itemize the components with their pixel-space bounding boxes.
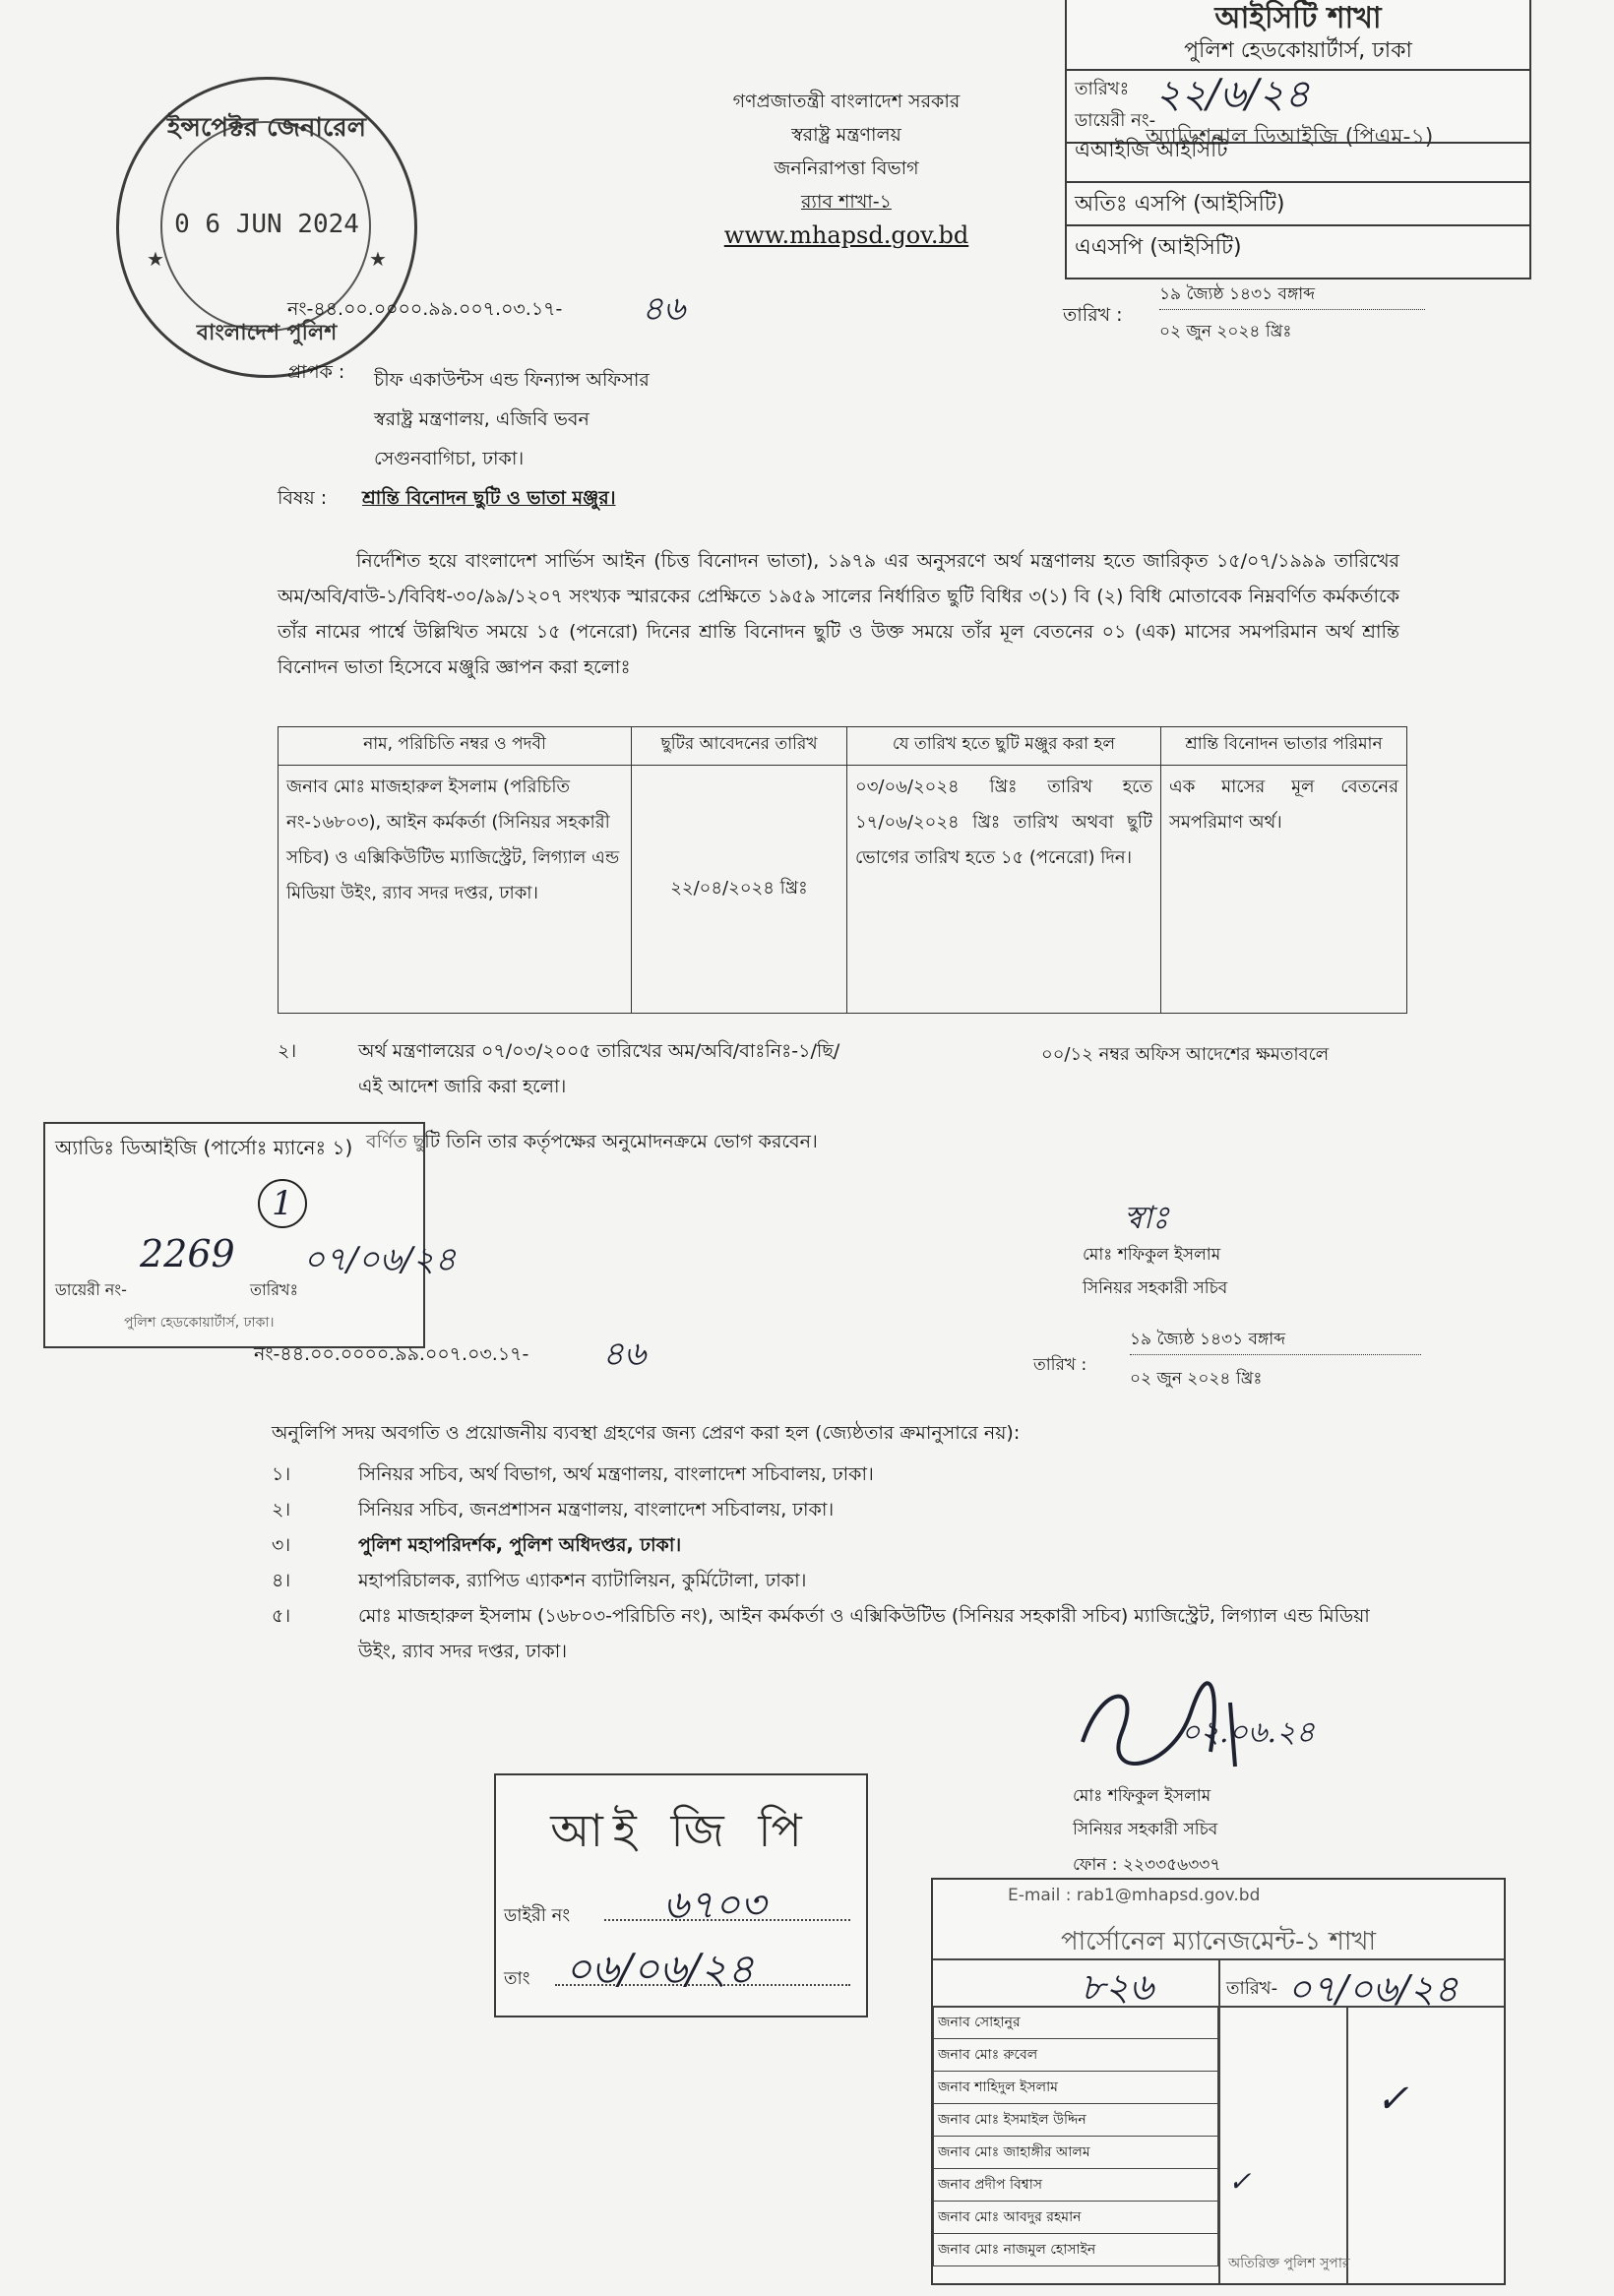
ict-stamp-title: আইসিটি শাখা (1214, 1, 1382, 35)
memo2-number-hand: ৪৬ (602, 1334, 647, 1374)
ict-stamp-row-line-3 (1067, 224, 1529, 226)
igp-stamp-diary-value: ৬৭০৩ (663, 1883, 767, 1928)
pm-stamp-officer: জনাব শাহিদুল ইসলাম (934, 2072, 1218, 2104)
subject-label: বিষয় : (278, 487, 328, 509)
table-row (934, 2234, 1218, 2266)
table-cell-allowance: এক মাসের মূল বেতনের সমপরিমাণ অর্থ। (1161, 766, 1407, 1014)
recipient-line-3: সেগুনবাগিচা, ঢাকা। (374, 448, 525, 469)
point-2-text-c: এই আদেশ জারি করা হলো। (358, 1076, 567, 1097)
list-item-number: ৫। (272, 1605, 291, 1627)
pm-stamp-title: পার্সোনেল ম্যানেজমেন্ট-১ শাখা (1060, 1927, 1377, 1956)
personnel-management-stamp (931, 1878, 1506, 2285)
table-row (934, 2104, 1218, 2137)
igp-stamp-date-value: ০৬/০৬/২৪ (565, 1945, 755, 1993)
signature-1-designation: সিনিয়র সহকারী সচিব (1083, 1278, 1228, 1298)
list-item-text: সিনিয়র সচিব, জনপ্রশাসন মন্ত্রণালয়, বাংলাদেশ সচিবালয়, ঢাকা। (358, 1499, 835, 1520)
list-item-text: মোঃ মাজহারুল ইসলাম (১৬৮০৩-পরিচিতি নং), আইন কর্মকর্তা ও এক্সিকিউটিভ (সিনিয়র সহকারী সচিব) ম্যাজিস্ট্রেট, লিগ্যাল এন্ড মিডিয়া উইং, র‍্যাব সদর দপ্তর, ঢাকা। (358, 1605, 1370, 1662)
memo2-date-label: তারিখ : (1033, 1355, 1087, 1375)
list-item-number: ৩। (272, 1534, 291, 1556)
seal-star-right: ★ (369, 247, 387, 271)
list-item (272, 1563, 1403, 1598)
body-paragraph: নির্দেশিত হয়ে বাংলাদেশ সার্ভিস আইন (চিত্ত বিনোদন ভাতা), ১৯৭৯ এর অনুসরণে অর্থ মন্ত্রণালয় হতে জারিকৃত ১৫/০৭/১৯৯৯ তারিখের অম/অবি/বাউ-১/বিবিধ-৩০/৯৯/১২০৭ সংখ্যক স্মারকের প্রেক্ষিতে ১৯৫৯ সালের নির্ধারিত ছুটি বিধির ৩(১) বি (২) বিধি মোতাবেক নিম্নবর্ণিত কর্মকর্তাকে তাঁর নামের পার্শ্বে উল্লিখিত সময়ে ১৫ (পনেরো) দিনের শ্রান্তি বিনোদন ছুটি ও উক্ত সময়ে তাঁর মূল বেতনের ০১ (এক) মাসের সমপরিমান অর্থ শ্রান্তি বিনোদন ভাতা হিসেবে মঞ্জুরি জ্ঞাপন করা হলোঃ (278, 550, 1399, 678)
igp-stamp-date-label: তাং (504, 1968, 530, 1989)
header-website: www.mhapsd.gov.bd (723, 221, 969, 249)
list-item-text: পুলিশ মহাপরিদর্শক, পুলিশ অধিদপ্তর, ঢাকা। (358, 1534, 682, 1556)
pm-stamp-officer: জনাব মোঃ ইসমাইল উদ্দিন (934, 2104, 1218, 2137)
addl-dig-stamp-footer: পুলিশ হেডকোয়ার্টার্স, ঢাকা। (124, 1315, 275, 1331)
copy-intro: অনুলিপি সদয় অবগতি ও প্রয়োজনীয় ব্যবস্থা গ্রহণের জন্য প্রেরণ করা হল (জ্যেষ্ঠতার ক্রমানুসারে নয়): (272, 1422, 1021, 1444)
recipient-line-2: স্বরাষ্ট্র মন্ত্রণালয়, এজিবি ভবন (374, 408, 590, 430)
recipient-label: প্রাপক : (287, 361, 345, 383)
list-item (272, 1492, 1403, 1527)
copy-list (272, 1457, 1403, 1669)
memo-date-english: ০২ জুন ২০২৪ খ্রিঃ (1159, 322, 1292, 341)
addl-dig-stamp-diary-value: 2269 (140, 1232, 235, 1275)
table-row (934, 2202, 1218, 2234)
pm-stamp-officer-list (933, 2006, 1218, 2266)
seal-bottom-text: বাংলাদেশ পুলিশ (196, 321, 338, 345)
signature-1-mark: স্বাঃ (1124, 1199, 1169, 1236)
seal-top-text: ইন্সপেক্টর জেনারেল (166, 113, 367, 143)
ict-stamp-subtitle: পুলিশ হেডকোয়ার্টার্স, ঢাকা (1184, 38, 1412, 63)
pm-stamp-officer: জনাব প্রদীপ বিশ্বাস (934, 2169, 1218, 2202)
table-header-cell: শ্রান্তি বিনোদন ভাতার পরিমান (1161, 727, 1407, 766)
header-line-2: স্বরাষ্ট্র মন্ত্রণালয় (791, 124, 901, 146)
memo-date-label: তারিখ : (1063, 304, 1123, 326)
pm-stamp-officer: জনাব মোঃ রুবেল (934, 2039, 1218, 2072)
table-cell-apply-date: ২২/০৪/২০২৪ খ্রিঃ (632, 766, 847, 1014)
pm-stamp-officer: জনাব মোঃ আবদুর রহমান (934, 2202, 1218, 2234)
igp-stamp-diary-label: ডাইরী নং (504, 1905, 571, 1926)
ict-branch-stamp (1065, 0, 1531, 279)
table-row (934, 2007, 1218, 2039)
pm-stamp-date-value: ০৭/০৬/২৪ (1287, 1967, 1459, 2011)
ict-stamp-row-2: এআইজি আইসিটি (1075, 138, 1228, 161)
table-cell-name: জনাব মোঃ মাজহারুল ইসলাম (পরিচিতি নং-১৬৮০৩), আইন কর্মকর্তা (সিনিয়র সহকারী সচিব) ও এক্সিকিউটিভ ম্যাজিস্ট্রেট, লিগ্যাল এন্ড মিডিয়া উইং, র‍্যাব সদর দপ্তর, ঢাকা। (279, 766, 632, 1014)
header-line-1: গণপ্রজাতন্ত্রী বাংলাদেশ সরকার (732, 91, 961, 112)
ict-stamp-date-label: তারিখঃ (1075, 79, 1130, 99)
memo-date-bangla: ১৯ জ্যৈষ্ঠ ১৪৩১ বঙ্গাব্দ (1159, 281, 1425, 310)
header-line-3: জননিরাপত্তা বিভাগ (774, 157, 919, 179)
list-item (272, 1457, 1403, 1492)
point-2-text-b: ০০/১২ নম্বর অফিস আদেশের ক্ষমতাবলে (1041, 1044, 1330, 1065)
signature-2-email: E-mail : rab1@mhapsd.gov.bd (1008, 1886, 1261, 1905)
list-item (272, 1598, 1403, 1669)
addl-dig-stamp-circled-number: 1 (258, 1179, 307, 1228)
point-3-text: বর্ণিত ছুটি তিনি তার কর্তৃপক্ষের অনুমোদনক্রমে ভোগ করবেন। (366, 1131, 818, 1152)
memo-number-label: নং-৪৪.০০.০০০০.৯৯.০০৭.০৩.১৭- (287, 298, 563, 320)
signature-2-name: মোঃ শফিকুল ইসলাম (1073, 1786, 1211, 1806)
letterhead (679, 85, 1014, 252)
pm-stamp-tick-mark: ✓ (1376, 2077, 1409, 2122)
memo2-date-english: ০২ জুন ২০২৪ খ্রিঃ (1130, 1369, 1263, 1389)
pm-stamp-footer: অতিরিক্ত পুলিশ সুপার (1228, 2256, 1350, 2271)
table-row (934, 2169, 1218, 2202)
signature-2-phone: ফোন : ২২৩৩৫৬৩৩৭ (1073, 1855, 1221, 1875)
signature-2-designation: সিনিয়র সহকারী সচিব (1073, 1820, 1218, 1839)
igp-stamp-title: আই জি পি (550, 1804, 812, 1857)
table-row (934, 2072, 1218, 2104)
list-item-number: ৪। (272, 1570, 291, 1591)
memo2-date-bangla: ১৯ জ্যৈষ্ঠ ১৪৩১ বঙ্গাব্দ (1130, 1327, 1421, 1355)
seal-star-left: ★ (147, 247, 164, 271)
ict-stamp-row-2-overlay: অ্যাডিশনাল ডিআইজি (পিএম-১) (1146, 125, 1434, 150)
ict-stamp-row-3: অতিঃ এসপি (আইসিটি) (1075, 192, 1285, 217)
table-row (279, 766, 1407, 1014)
list-item (272, 1527, 1403, 1563)
pm-stamp-officer: জনাব মোঃ নাজমুল হোসাইন (934, 2234, 1218, 2266)
addl-dig-stamp (43, 1122, 457, 1348)
ict-stamp-date-value: ২২/৬/২৪ (1155, 72, 1310, 117)
subject-text: শ্রান্তি বিনোদন ছুটি ও ভাতা মঞ্জুর। (362, 487, 616, 509)
point-2-text-a: অর্থ মন্ত্রণালয়ের ০৭/০৩/২০০৫ তারিখের অম/অবি/বাঃনিঃ-১/ছি/ (358, 1040, 840, 1062)
table-row (934, 2137, 1218, 2169)
signature-1-name: মোঃ শফিকুল ইসলাম (1083, 1245, 1221, 1265)
inspector-general-seal (116, 77, 417, 378)
header-line-4: র‍্যাব শাখা-১ (800, 191, 892, 213)
memo2-number-label: নং-৪৪.০০.০০০০.৯৯.০০৭.০৩.১৭- (254, 1343, 529, 1365)
list-item-number: ১। (272, 1463, 291, 1485)
pm-stamp-number: ৮২৬ (1081, 1965, 1154, 2009)
pm-stamp-officer: জনাব মোঃ জাহাঙ্গীর আলম (934, 2137, 1218, 2169)
list-item-text: মহাপরিচালক, র‍্যাপিড এ্যাকশন ব্যাটালিয়ন, কুর্মিটোলা, ঢাকা। (358, 1570, 807, 1591)
ict-stamp-diary-label: ডায়েরী নং- (1075, 110, 1156, 131)
table-row (934, 2039, 1218, 2072)
addl-dig-stamp-diary-label: ডায়েরী নং- (55, 1280, 127, 1299)
recipient-block (374, 360, 650, 478)
memo-number-hand: ৪৬ (642, 289, 686, 329)
list-item-text: সিনিয়র সচিব, অর্থ বিভাগ, অর্থ মন্ত্রণালয়, বাংলাদেশ সচিবালয়, ঢাকা। (358, 1463, 874, 1485)
pm-stamp-vline-2 (1346, 2006, 1348, 2283)
leave-table (278, 726, 1407, 1014)
table-header-cell: ছুটির আবেদনের তারিখ (632, 727, 847, 766)
pm-stamp-date-label: তারিখ- (1226, 1978, 1278, 1999)
table-cell-leave-period: ০৩/০৬/২০২৪ খ্রিঃ তারিখ হতে ১৭/০৬/২০২৪ খ্রিঃ তারিখ অথবা ছুটি ভোগের তারিখ হতে ১৫ (পনেরো) দিন। (847, 766, 1161, 1014)
ict-stamp-row-4: এএসপি (আইসিটি) (1075, 235, 1242, 260)
recipient-line-1: চীফ একাউন্টস এন্ড ফিন্যান্স অফিসার (374, 369, 650, 391)
igp-stamp (494, 1773, 868, 2017)
addl-dig-stamp-title: অ্যাডিঃ ডিআইজি (পার্সোঃ ম্যানেঃ ১) (55, 1136, 353, 1159)
table-header-row (279, 727, 1407, 766)
ict-stamp-row-line-2 (1067, 181, 1529, 183)
addl-dig-stamp-date-label: তারিখঃ (250, 1280, 299, 1299)
pm-stamp-officer: জনাব সোহানুর (934, 2007, 1218, 2039)
list-item-number: ২। (272, 1499, 291, 1520)
pm-stamp-initial-mark: ✓ (1228, 2165, 1252, 2198)
table-header-cell: যে তারিখ হতে ছুটি মঞ্জুর করা হল (847, 727, 1161, 766)
point-2-number: ২। (278, 1040, 297, 1062)
seal-date: 0 6 JUN 2024 (174, 210, 359, 239)
signature-2-date: ০২.০৬.২৪ (1181, 1715, 1316, 1750)
addl-dig-stamp-date-value: ০৭/০৬/২৪ (303, 1240, 457, 1279)
table-header-cell: নাম, পরিচিতি নম্বর ও পদবী (279, 727, 632, 766)
